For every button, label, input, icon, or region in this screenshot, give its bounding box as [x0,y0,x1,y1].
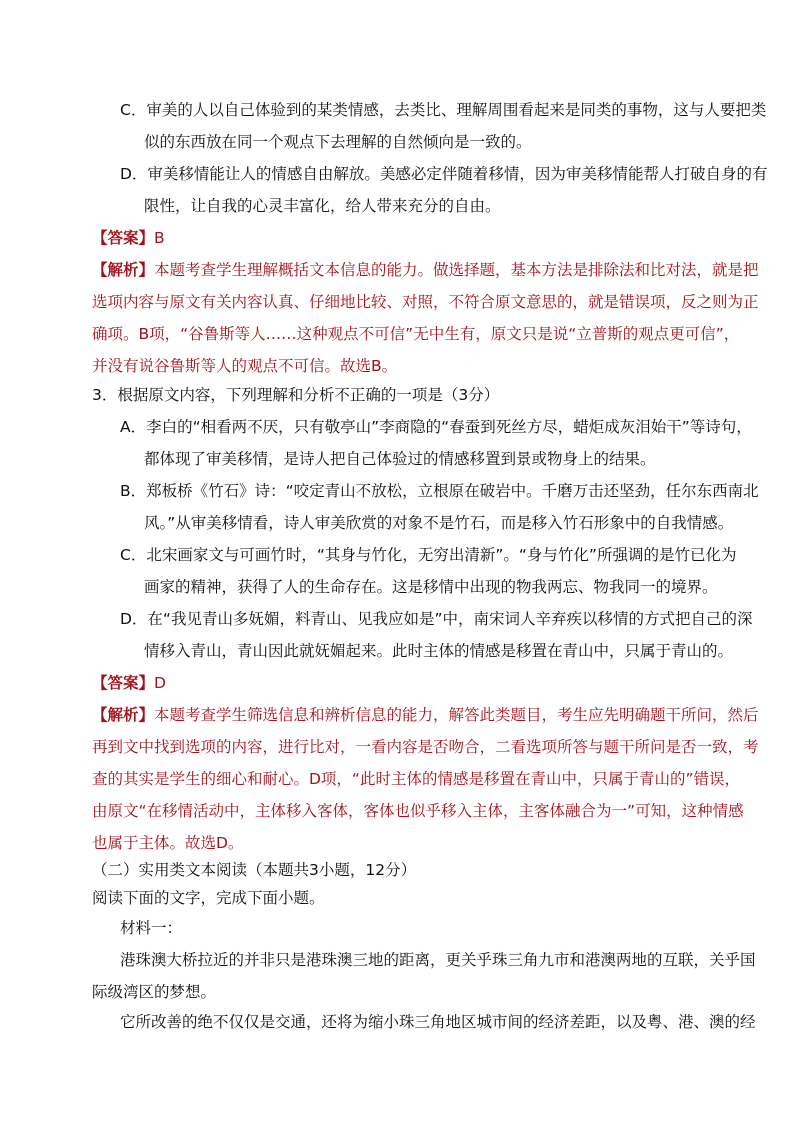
analysis-text: 本题考查学生理解概括文本信息的能力。做选择题，基本方法是排除法和比对法，就是把 [154,261,759,279]
q2-analysis-line4: 并没有说谷鲁斯等人的观点不可信。故选B。 [92,357,398,375]
q3-option-a-line1: A．李白的“相看两不厌，只有敬亭山”李商隐的“春蚕到死丝方尽，蜡炬成灰泪始干”等诗句， [120,418,752,436]
q3-analysis-line1 [92,705,759,725]
q3-analysis-line4: 由原文“在移情活动中，主体移入客体，客体也似乎移入主体，主客体融合为一”可知，这种情感 [92,802,744,820]
material-label: 材料一： [120,919,183,937]
q3-option-a-line2: 都体现了审美移情，是诗人把自己体验过的情感移置到景或物身上的结果。 [144,450,656,468]
section-instruction: 阅读下面的文字，完成下面小题。 [92,889,325,907]
q2-analysis-line1 [92,260,759,280]
q3-option-b-line2: 风。”从审美移情看，诗人审美欣赏的对象不是竹石，而是移入竹石形象中的自我情感。 [144,514,734,532]
answer-value: B [154,229,165,247]
q3-option-c-line1: C．北宋画家文与可画竹时，“其身与竹化，无穷出清新”。“身与竹化”所强调的是竹已化为 [120,546,737,564]
material-p1-line2: 际级湾区的梦想。 [92,983,217,1001]
material-p2-line1: 它所改善的绝不仅仅是交通，还将为缩小珠三角地区城市间的经济差距，以及粤、港、澳的经 [120,1013,756,1031]
section-heading: （二）实用类文本阅读（本题共3小题，12分） [92,861,417,879]
analysis-text: 本题考查学生筛选信息和辨析信息的能力，解答此类题目，考生应先明确题干所问，然后 [154,706,759,724]
q2-option-d-line1: D．审美移情能让人的情感自由解放。美感必定伴随着移情，因为审美移情能帮人打破自身的有 [120,165,768,183]
q2-answer [92,228,165,248]
answer-tag: 【答案】 [92,229,155,247]
answer-tag: 【答案】 [92,674,155,692]
q3-stem: 3．根据原文内容，下列理解和分析不正确的一项是（3分） [92,386,500,404]
q3-option-d-line2: 情移入青山，青山因此就妩媚起来。此时主体的情感是移置在青山中，只属于青山的。 [144,642,734,660]
q2-option-d-line2: 限性，让自我的心灵丰富化，给人带来充分的自由。 [144,197,501,215]
material-p1-line1: 港珠澳大桥拉近的并非只是港珠澳三地的距离，更关乎珠三角九市和港澳两地的互联，关乎国 [120,951,756,969]
answer-value: D [154,674,166,692]
q3-answer [92,673,166,693]
q2-analysis-line3: 确项。B项，“谷鲁斯等人……这种观点不可信”无中生有，原文只是说“立普斯的观点更可信”， [92,325,740,343]
q3-option-b-line1: B．郑板桥《竹石》诗：“咬定青山不放松，立根原在破岩中。千磨万击还坚劲，任尔东西南北 [120,482,759,500]
q3-option-d-line1: D．在“我见青山多妩媚，料青山、见我应如是”中，南宋词人辛弃疾以移情的方式把自己的深 [120,610,753,628]
q3-analysis-line3: 查的其实是学生的细心和耐心。D项，“此时主体的情感是移置在青山中，只属于青山的”错误， [92,770,740,788]
q2-option-c-line1: C．审美的人以自己体验到的某类情感，去类比、理解周围看起来是同类的事物，这与人要把类 [120,101,767,119]
q2-analysis-line2: 选项内容与原文有关内容认真、仔细地比较、对照，不符合原文意思的，就是错误项，反之则为正 [92,293,759,311]
q2-option-c-line2: 似的东西放在同一个观点下去理解的自然倾向是一致的。 [144,133,532,151]
analysis-tag: 【解析】 [92,706,155,724]
analysis-tag: 【解析】 [92,261,155,279]
q3-analysis-line5: 也属于主体。故选D。 [92,834,244,852]
q3-option-c-line2: 画家的精神，获得了人的生命存在。这是移情中出现的物我两忘、物我同一的境界。 [144,578,718,596]
q3-analysis-line2: 再到文中找到选项的内容，进行比对，一看内容是否吻合，二看选项所答与题干所问是否一致，考 [92,738,759,756]
